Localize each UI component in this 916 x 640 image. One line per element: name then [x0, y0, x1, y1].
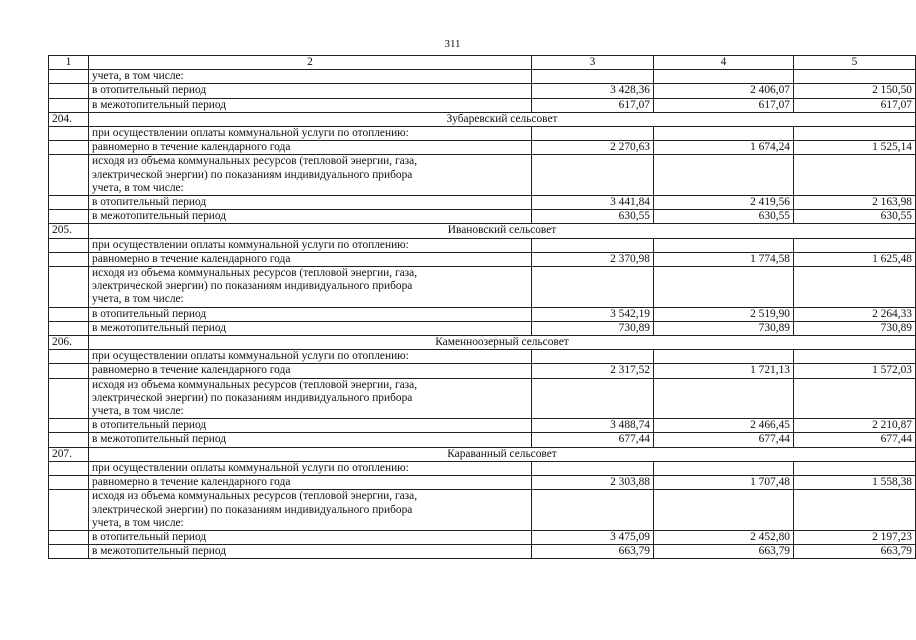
value-cell [654, 350, 794, 364]
table-row [49, 84, 916, 98]
value-cell [654, 70, 794, 84]
value-cell [794, 378, 916, 419]
value-cell: 1 625,48 [794, 252, 916, 266]
value-cell: 1 674,24 [654, 141, 794, 155]
value-cell [532, 378, 654, 419]
table-row [49, 210, 916, 224]
value-cell: 617,07 [532, 98, 654, 112]
description-line: учета, в том числе: [92, 516, 184, 529]
value-cell [532, 490, 654, 531]
row-number-cell [49, 98, 89, 112]
value-cell: 630,55 [654, 210, 794, 224]
row-number-cell [49, 490, 89, 531]
value-cell: 3 475,09 [532, 530, 654, 544]
row-number-cell [49, 433, 89, 447]
value-cell: 2 466,45 [654, 419, 794, 433]
section-number-cell: 204. [49, 112, 89, 126]
value-cell: 617,07 [654, 98, 794, 112]
row-description-cell: в межотопительный период [89, 545, 532, 559]
table-row [49, 350, 916, 364]
row-description-cell: равномерно в течение календарного года [89, 476, 532, 490]
value-cell: 1 721,13 [654, 364, 794, 378]
value-cell: 2 163,98 [794, 196, 916, 210]
value-cell: 1 707,48 [654, 476, 794, 490]
table-row [49, 530, 916, 544]
row-description-cell: при осуществлении оплаты коммунальной услуги по отоплению: [89, 350, 532, 364]
value-cell [532, 155, 654, 196]
value-cell: 630,55 [532, 210, 654, 224]
section-header-row [49, 112, 916, 126]
section-number-cell: 207. [49, 447, 89, 461]
value-cell: 1 572,03 [794, 364, 916, 378]
row-number-cell [49, 419, 89, 433]
table-row [49, 307, 916, 321]
description-line: исходя из объема коммунальных ресурсов (тепловой энергии, газа, [92, 378, 418, 391]
description-line: учета, в том числе: [92, 405, 184, 418]
row-number-cell [49, 84, 89, 98]
value-cell [794, 490, 916, 531]
value-cell: 2 452,80 [654, 530, 794, 544]
description-line: электрической энергии) по показаниям индивидуального прибора [92, 280, 413, 293]
value-cell [532, 70, 654, 84]
value-cell: 2 419,56 [654, 196, 794, 210]
description-line: исходя из объема коммунальных ресурсов (тепловой энергии, газа, [92, 490, 418, 503]
value-cell: 3 488,74 [532, 419, 654, 433]
row-number-cell [49, 476, 89, 490]
value-cell: 2 150,50 [794, 84, 916, 98]
value-cell [794, 155, 916, 196]
row-description-cell: в отопительный период [89, 84, 532, 98]
row-number-cell [49, 307, 89, 321]
section-number-cell: 205. [49, 224, 89, 238]
value-cell: 677,44 [532, 433, 654, 447]
value-cell: 663,79 [794, 545, 916, 559]
value-cell: 2 519,90 [654, 307, 794, 321]
table-row [49, 267, 916, 308]
row-number-cell [49, 127, 89, 141]
value-cell [794, 267, 916, 308]
table-row [49, 364, 916, 378]
page-number: 311 [444, 38, 461, 50]
value-cell: 2 303,88 [532, 476, 654, 490]
description-line: электрической энергии) по показаниям индивидуального прибора [92, 391, 413, 404]
row-description-cell: равномерно в течение календарного года [89, 141, 532, 155]
value-cell: 2 406,07 [654, 84, 794, 98]
value-cell: 730,89 [532, 321, 654, 335]
row-description-cell: равномерно в течение календарного года [89, 364, 532, 378]
value-cell: 730,89 [654, 321, 794, 335]
value-cell [532, 267, 654, 308]
header-cell: 3 [532, 56, 654, 70]
value-cell: 663,79 [654, 545, 794, 559]
section-number-cell: 206. [49, 336, 89, 350]
row-number-cell [49, 378, 89, 419]
value-cell: 617,07 [794, 98, 916, 112]
section-title-cell: Зубаревский сельсовет [89, 112, 916, 126]
row-description-cell: при осуществлении оплаты коммунальной услуги по отоплению: [89, 238, 532, 252]
value-cell [654, 155, 794, 196]
value-cell: 3 428,36 [532, 84, 654, 98]
value-cell [532, 238, 654, 252]
table-row [49, 476, 916, 490]
value-cell [654, 127, 794, 141]
value-cell: 1 774,58 [654, 252, 794, 266]
column-number-header-row [49, 56, 916, 70]
table-row [49, 155, 916, 196]
section-title-cell: Ивановский сельсовет [89, 224, 916, 238]
value-cell: 3 441,84 [532, 196, 654, 210]
value-cell [654, 378, 794, 419]
section-title-cell: Караванный сельсовет [89, 447, 916, 461]
table-row [49, 98, 916, 112]
value-cell [794, 70, 916, 84]
value-cell [654, 267, 794, 308]
value-cell [532, 350, 654, 364]
row-number-cell [49, 196, 89, 210]
row-number-cell [49, 210, 89, 224]
section-header-row [49, 224, 916, 238]
table-row [49, 252, 916, 266]
section-header-row [49, 447, 916, 461]
header-cell: 4 [654, 56, 794, 70]
value-cell: 630,55 [794, 210, 916, 224]
section-header-row [49, 336, 916, 350]
value-cell [794, 350, 916, 364]
value-cell [654, 461, 794, 475]
header-cell: 2 [89, 56, 532, 70]
value-cell: 677,44 [654, 433, 794, 447]
row-description-cell: в межотопительный период [89, 210, 532, 224]
row-description-cell: в отопительный период [89, 307, 532, 321]
header-cell: 5 [794, 56, 916, 70]
value-cell [794, 238, 916, 252]
row-description-cell [89, 378, 532, 419]
value-cell: 730,89 [794, 321, 916, 335]
value-cell [654, 490, 794, 531]
tariff-table [48, 55, 916, 559]
row-number-cell [49, 461, 89, 475]
table-row [49, 433, 916, 447]
table-row [49, 545, 916, 559]
value-cell [532, 461, 654, 475]
table-row [49, 378, 916, 419]
row-description-cell: в межотопительный период [89, 321, 532, 335]
description-line: исходя из объема коммунальных ресурсов (тепловой энергии, газа, [92, 267, 418, 280]
row-description-cell [89, 267, 532, 308]
row-description-cell [89, 490, 532, 531]
row-number-cell [49, 350, 89, 364]
value-cell: 2 270,63 [532, 141, 654, 155]
row-description-cell: в отопительный период [89, 530, 532, 544]
row-description-cell: в межотопительный период [89, 433, 532, 447]
row-number-cell [49, 238, 89, 252]
value-cell: 2 210,87 [794, 419, 916, 433]
row-number-cell [49, 530, 89, 544]
table-row [49, 196, 916, 210]
row-number-cell [49, 141, 89, 155]
value-cell: 2 370,98 [532, 252, 654, 266]
description-line: электрической энергии) по показаниям индивидуального прибора [92, 503, 413, 516]
row-description-cell [89, 155, 532, 196]
description-line: электрической энергии) по показаниям индивидуального прибора [92, 168, 413, 181]
value-cell [794, 127, 916, 141]
value-cell: 2 317,52 [532, 364, 654, 378]
table-row [49, 321, 916, 335]
value-cell [532, 127, 654, 141]
row-number-cell [49, 545, 89, 559]
value-cell [654, 238, 794, 252]
value-cell: 3 542,19 [532, 307, 654, 321]
table-row [49, 141, 916, 155]
description-line: учета, в том числе: [92, 181, 184, 194]
value-cell [794, 461, 916, 475]
row-number-cell [49, 70, 89, 84]
value-cell: 677,44 [794, 433, 916, 447]
row-description-cell: при осуществлении оплаты коммунальной услуги по отоплению: [89, 127, 532, 141]
row-description-cell: в отопительный период [89, 196, 532, 210]
value-cell: 1 558,38 [794, 476, 916, 490]
description-line: учета, в том числе: [92, 293, 184, 306]
table-row [49, 70, 916, 84]
section-title-cell: Каменноозерный сельсовет [89, 336, 916, 350]
row-description-cell: при осуществлении оплаты коммунальной услуги по отоплению: [89, 461, 532, 475]
row-description-cell: в межотопительный период [89, 98, 532, 112]
value-cell: 663,79 [532, 545, 654, 559]
row-number-cell [49, 321, 89, 335]
table-row [49, 419, 916, 433]
row-number-cell [49, 267, 89, 308]
row-number-cell [49, 252, 89, 266]
row-description-cell: учета, в том числе: [89, 70, 532, 84]
value-cell: 2 197,23 [794, 530, 916, 544]
value-cell: 1 525,14 [794, 141, 916, 155]
row-number-cell [49, 155, 89, 196]
table-row [49, 490, 916, 531]
table-row [49, 238, 916, 252]
row-number-cell [49, 364, 89, 378]
table-row [49, 127, 916, 141]
table-body [49, 56, 916, 559]
row-description-cell: в отопительный период [89, 419, 532, 433]
row-description-cell: равномерно в течение календарного года [89, 252, 532, 266]
header-cell: 1 [49, 56, 89, 70]
table-row [49, 461, 916, 475]
description-line: исходя из объема коммунальных ресурсов (тепловой энергии, газа, [92, 155, 418, 168]
value-cell: 2 264,33 [794, 307, 916, 321]
